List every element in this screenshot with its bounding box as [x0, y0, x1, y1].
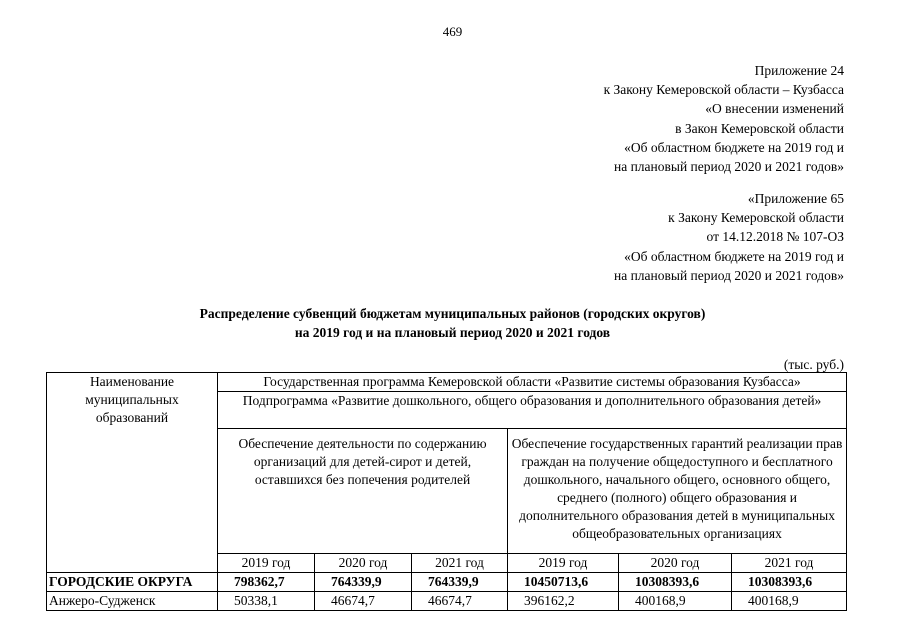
subsidies-table	[46, 372, 847, 611]
subprogram-header: Подпрограмма «Развитие дошкольного, общего образования и дополнительного образования детей»	[218, 392, 847, 429]
appendix-line: «Приложение 65	[747, 191, 844, 206]
table-cell: 400168,9	[732, 592, 847, 611]
title-line: на 2019 год и на плановый период 2020 и 2021 годов	[294, 324, 611, 340]
title-line: Распределение субвенций бюджетам муниципальных районов (городских округов)	[199, 306, 706, 321]
table-cell: 396162,2	[508, 592, 619, 611]
table-cell: 400168,9	[619, 592, 732, 611]
year-header: 2021 год	[412, 554, 508, 573]
year-header: 2019 год	[218, 554, 315, 573]
program-header: Государственная программа Кемеровской области «Развитие системы образования Кузбасса»	[218, 373, 847, 392]
table-row	[47, 592, 847, 611]
year-header: 2020 год	[619, 554, 732, 573]
appendix-line: «О внесении изменений	[705, 101, 844, 117]
group-header-education-guarantees: Обеспечение государственных гарантий реализации прав граждан на получение общедоступного и бесплатного дошкольного, начального общего, основного общего, среднего (полного) общего образования и дополнительного образования детей в муниципальных общеобразовательных организациях	[508, 429, 847, 554]
appendix-24-header	[604, 61, 844, 176]
units-label: (тыс. руб.)	[783, 357, 844, 372]
name-column-header: Наименование муниципальных образований	[47, 373, 218, 573]
appendix-line: «Об областном бюджете на 2019 год и	[624, 139, 844, 155]
year-header: 2020 год	[315, 554, 412, 573]
table-cell: 46674,7	[315, 592, 412, 611]
table-cell: 10308393,6	[619, 573, 732, 592]
appendix-65-header	[614, 189, 844, 285]
appendix-line: на плановый период 2020 и 2021 годов»	[613, 159, 844, 175]
appendix-line: в Закон Кемеровской области	[675, 120, 844, 136]
table-cell: 764339,9	[315, 573, 412, 592]
year-header: 2019 год	[508, 554, 619, 573]
table-row	[47, 573, 847, 592]
table-cell: 10308393,6	[732, 573, 847, 592]
appendix-line: к Закону Кемеровской области – Кузбасса	[603, 82, 844, 98]
row-name: ГОРОДСКИЕ ОКРУГА	[47, 573, 218, 592]
table-cell: 10450713,6	[508, 573, 619, 592]
year-header: 2021 год	[732, 554, 847, 573]
table-cell: 764339,9	[412, 573, 508, 592]
document-title	[0, 305, 905, 342]
appendix-line: «Об областном бюджете на 2019 год и	[624, 248, 844, 264]
table-cell: 798362,7	[218, 573, 315, 592]
appendix-line: на плановый период 2020 и 2021 годов»	[613, 267, 844, 283]
page-number: 469	[442, 24, 463, 39]
table-cell: 50338,1	[218, 592, 315, 611]
group-header-orphans: Обеспечение деятельности по содержанию организаций для детей-сирот и детей, оставшихся без попечения родителей	[218, 429, 508, 554]
table-cell: 46674,7	[412, 592, 508, 611]
appendix-line: к Закону Кемеровской области	[668, 210, 844, 226]
row-name: Анжеро-Судженск	[47, 592, 218, 611]
appendix-line: Приложение 24	[754, 63, 844, 78]
appendix-line: от 14.12.2018 № 107-ОЗ	[706, 229, 844, 245]
